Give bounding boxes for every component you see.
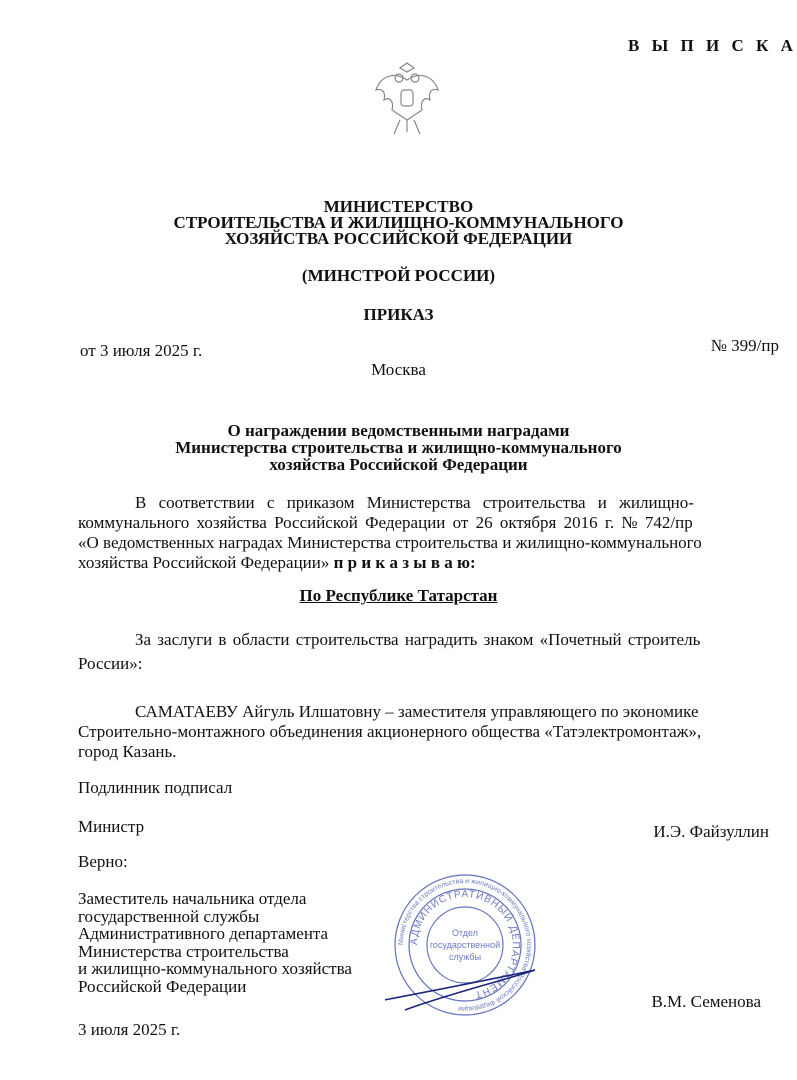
- svg-text:государственной: государственной: [429, 940, 501, 950]
- preamble-line: коммунального хозяйства Российской Федерации от 26 октября 2016 г. № 742/пр: [78, 513, 693, 532]
- svg-text:Отдел: Отдел: [451, 928, 479, 938]
- awardee-line: Строительно-монтажного объединения акционерного общества «Татэлектромонтаж»,: [78, 722, 702, 741]
- awardee-line: город Казань.: [78, 742, 177, 761]
- order-date: от 3 июля 2025 г.: [80, 341, 203, 360]
- svg-text:службы: службы: [448, 952, 482, 962]
- certifier-title-line: Административного департамента: [78, 924, 329, 943]
- award-text: [78, 630, 774, 674]
- minister-name: И.Э. Файзуллин: [653, 822, 769, 841]
- certified-label: Верно:: [78, 852, 128, 871]
- certifier-title-line: государственной службы: [78, 906, 260, 926]
- title-line-3: хозяйства Российской Федерации: [269, 455, 528, 474]
- certified-date: 3 июля 2025 г.: [78, 1020, 181, 1039]
- order-word: п р и к а з ы в а ю:: [333, 553, 476, 572]
- ministry-line-2: СТРОИТЕЛЬСТВА И ЖИЛИЩНО-КОММУНАЛЬНОГО: [173, 213, 624, 232]
- award-line: России»:: [78, 654, 143, 673]
- doc-type: ПРИКАЗ: [363, 305, 434, 324]
- city: Москва: [371, 360, 426, 379]
- original-signed: Подлинник подписал: [78, 778, 233, 797]
- title-line-2: Министерства строительства и жилищно-коммунального: [175, 438, 622, 457]
- certifier-title-line: Заместитель начальника отдела: [78, 889, 307, 908]
- title-line-1: О награждении ведомственными наградами: [227, 421, 570, 440]
- certifier-title: [78, 890, 352, 995]
- awardee-line: САМАТАЕВУ Айгуль Илшатовну – заместителя управляющего по экономике: [135, 702, 699, 721]
- order-number: № 399/пр: [710, 336, 779, 355]
- minister-title: Министр: [78, 817, 145, 836]
- ministry-line-3: ХОЗЯЙСТВА РОССИЙСКОЙ ФЕДЕРАЦИИ: [224, 229, 573, 248]
- svg-text:Министерства строительства и ж: Министерства строительства и жилищно-коммунального хозяйства Российской Федерации: [397, 877, 533, 1013]
- preamble: [78, 493, 774, 573]
- certifier-title-line: Министерства строительства: [78, 941, 289, 961]
- certifier-title-line: Российской Федерации: [78, 976, 247, 996]
- region-heading: По Республике Татарстан: [299, 586, 498, 605]
- ministry-line-1: МИНИСТЕРСТВО: [323, 197, 474, 216]
- certifier-title-line: и жилищно-коммунального хозяйства: [78, 959, 352, 978]
- award-line: За заслуги в области строительства наградить знаком «Почетный строитель: [135, 630, 701, 649]
- preamble-line: хозяйства Российской Федерации»: [78, 553, 330, 572]
- svg-text:АДМИНИСТРАТИВНЫЙ ДЕПАРТАМЕНТ: АДМИНИСТРАТИВНЫЙ ДЕПАРТАМЕНТ: [408, 888, 522, 1001]
- extract-label: В Ы П И С К А: [628, 36, 797, 55]
- awardee-text: [78, 702, 778, 762]
- preamble-line: В соответствии с приказом Министерства строительства и жилищно-: [135, 493, 694, 512]
- official-stamp: [385, 870, 545, 1020]
- ministry-short-name: (МИНСТРОЙ РОССИИ): [301, 266, 496, 285]
- certifier-name: В.М. Семенова: [651, 992, 761, 1011]
- preamble-line: «О ведомственных наградах Министерства строительства и жилищно-коммунального: [78, 533, 702, 552]
- coat-of-arms-emblem-icon: [372, 60, 442, 140]
